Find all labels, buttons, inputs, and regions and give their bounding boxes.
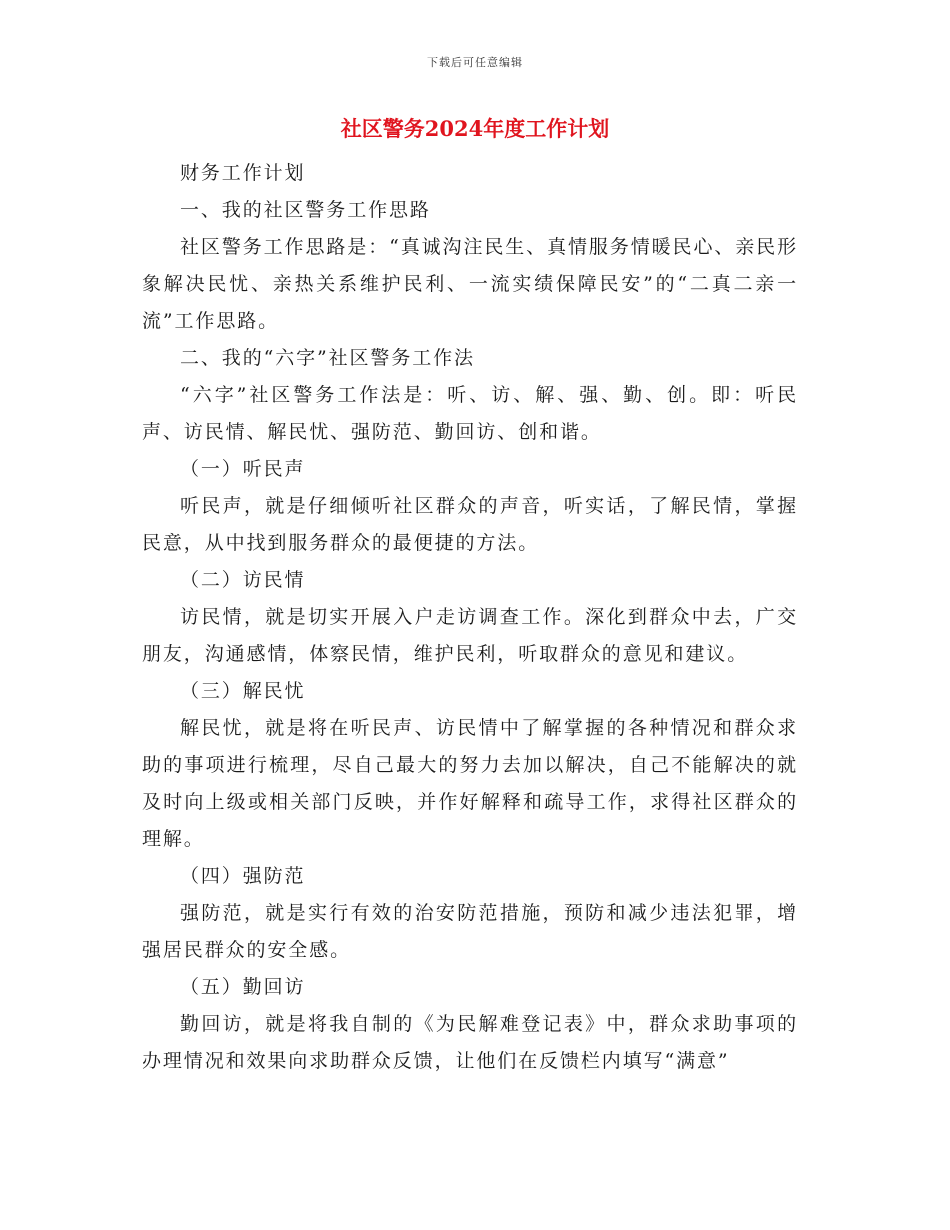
paragraph: 解民忧，就是将在听民声、访民情中了解掌握的各种情况和群众求助的事项进行梳理，尽自己最大的努力去加以解决，自己不能解决的就及时向上级或相关部门反映，并作好解释和疏导工作，求得社区群众的理解。 — [142, 717, 798, 850]
section-heading: 二、我的“六字”社区警务工作法 — [180, 347, 475, 369]
paragraph: 勤回访，就是将我自制的《为民解难登记表》中，群众求助事项的办理情况和效果向求助群众反馈，让他们在反馈栏内填写“满意” — [142, 1013, 798, 1072]
paragraph: 强防范，就是实行有效的治安防范措施，预防和减少违法犯罪，增强居民群众的安全感。 — [142, 902, 798, 961]
paragraph: “六字”社区警务工作法是：听、访、解、强、勤、创。即：听民声、访民情、解民忧、强防范、勤回访、创和谐。 — [142, 384, 798, 443]
subsection-heading: （五）勤回访 — [180, 976, 306, 998]
paragraph: 访民情，就是切实开展入户走访调查工作。深化到群众中去，广交朋友，沟通感情，体察民情，维护民利，听取群众的意见和建议。 — [142, 606, 798, 665]
paragraph: 社区警务工作思路是：“真诚沟注民生、真情服务情暖民心、亲民形象解决民忧、亲热关系维护民利、一流实绩保障民安”的“二真二亲一流”工作思路。 — [142, 236, 798, 332]
document-title: 社区警务2024年度工作计划 — [340, 116, 610, 141]
paragraph: 财务工作计划 — [180, 162, 306, 184]
subsection-heading: （三）解民忧 — [180, 680, 306, 702]
subsection-heading: （一）听民声 — [180, 458, 306, 480]
subsection-heading: （二）访民情 — [180, 569, 306, 591]
section-heading: 一、我的社区警务工作思路 — [180, 199, 431, 221]
subsection-heading: （四）强防范 — [180, 865, 306, 887]
page-header-note: 下载后可任意编辑 — [427, 56, 523, 69]
paragraph: 听民声，就是仔细倾听社区群众的声音，听实话，了解民情，掌握民意，从中找到服务群众的最便捷的方法。 — [142, 495, 798, 554]
document-body — [142, 155, 798, 1080]
